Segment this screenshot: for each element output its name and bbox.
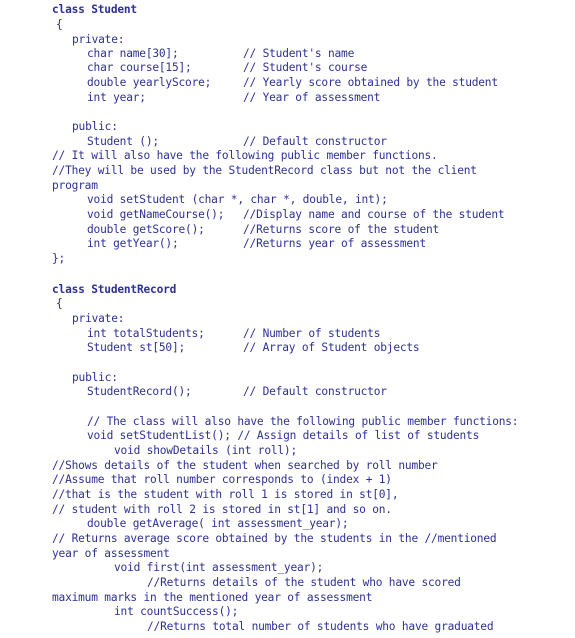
record-line: int countSuccess(); <box>114 605 239 618</box>
record-constructor: StudentRecord(); <box>87 385 192 398</box>
student-member-course: char course[15]; <box>87 61 192 74</box>
student-close-brace: }; <box>52 252 66 265</box>
record-line: double getAverage( int assessment_year); <box>87 517 349 530</box>
record-line: //Returns total number of students who have graduated <box>147 620 494 633</box>
student-open-brace: { <box>56 18 63 31</box>
student-fn-getyear: int getYear(); <box>87 237 179 250</box>
record-line: void first(int assessment_year); <box>114 561 324 574</box>
student-private-label: private: <box>72 33 125 46</box>
record-private-label: private: <box>72 312 125 325</box>
record-line: // The class will also have the following public member functions: <box>87 415 519 428</box>
record-line: void setStudentList(); // Assign details of list of students <box>87 429 480 442</box>
student-member-year-comment: // Year of assessment <box>243 91 381 104</box>
student-note-2: //They will be used by the StudentRecord class but not the client <box>52 164 477 177</box>
student-member-year: int year; <box>87 91 146 104</box>
record-line: void showDetails (int roll); <box>114 444 297 457</box>
student-class-header: class Student <box>52 3 137 16</box>
record-line: // Returns average score obtained by the students in the //mentioned <box>52 532 497 545</box>
student-member-score: double yearlyScore; <box>87 76 212 89</box>
student-note-1: // It will also have the following public member functions. <box>52 149 438 162</box>
record-member-array: Student st[50]; <box>87 341 186 354</box>
student-member-course-comment: // Student's course <box>243 61 368 74</box>
student-public-label: public: <box>72 120 118 133</box>
record-public-label: public: <box>72 371 118 384</box>
record-open-brace: { <box>56 297 63 310</box>
record-constructor-comment: // Default constructor <box>243 385 387 398</box>
student-fn-getnamecourse: void getNameCourse(); <box>87 208 225 221</box>
record-line: //Shows details of the student when searched by roll number <box>52 459 438 472</box>
record-line: //Returns details of the student who have scored <box>147 576 461 589</box>
student-constructor-comment: // Default constructor <box>243 135 387 148</box>
student-note-3: program <box>52 179 98 192</box>
record-line: // student with roll 2 is stored in st[1] and so on. <box>52 503 392 516</box>
student-fn-getyear-comment: //Returns year of assessment <box>243 237 426 250</box>
record-class-header: class StudentRecord <box>52 283 177 296</box>
record-member-total-comment: // Number of students <box>243 327 381 340</box>
student-member-name-comment: // Student's name <box>243 47 355 60</box>
record-line: //Assume that roll number corresponds to (index + 1) <box>52 473 392 486</box>
record-line: year of assessment <box>52 547 170 560</box>
student-member-name: char name[30]; <box>87 47 179 60</box>
record-member-total: int totalStudents; <box>87 327 205 340</box>
student-constructor: Student (); <box>87 135 159 148</box>
record-line: maximum marks in the mentioned year of assessment <box>52 591 373 604</box>
record-line: //that is the student with roll 1 is stored in st[0], <box>52 488 399 501</box>
student-fn-getscore: double getScore(); <box>87 223 205 236</box>
student-fn-setstudent: void setStudent (char *, char *, double, int); <box>87 193 388 206</box>
student-member-score-comment: // Yearly score obtained by the student <box>243 76 498 89</box>
student-fn-getscore-comment: //Returns score of the student <box>243 223 440 236</box>
record-member-array-comment: // Array of Student objects <box>243 341 420 354</box>
student-fn-getnamecourse-comment: //Display name and course of the student <box>243 208 505 221</box>
